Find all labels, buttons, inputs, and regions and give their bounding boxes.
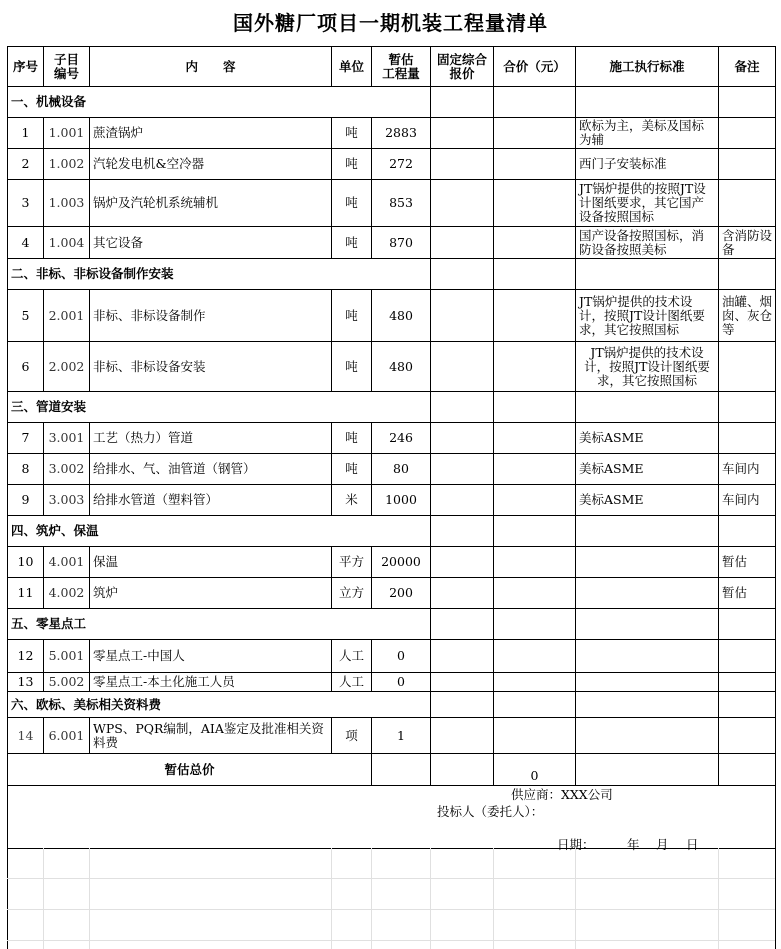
row-total[interactable] [494, 640, 576, 673]
row-fixed-price[interactable] [431, 673, 494, 692]
row-total[interactable] [494, 342, 576, 392]
row-fixed-price[interactable] [431, 149, 494, 180]
row-code[interactable]: 1.003 [44, 180, 90, 227]
table-row [8, 718, 776, 754]
row-unit[interactable]: 吨 [332, 149, 372, 180]
table-row [8, 454, 776, 485]
cell[interactable] [719, 692, 776, 718]
header-est-qty[interactable]: 暂估 工程量 [372, 47, 431, 87]
grid-line [7, 940, 775, 941]
header-fixed-price[interactable]: 固定综合 报价 [431, 47, 494, 87]
row-code[interactable]: 2.001 [44, 290, 90, 342]
row-code[interactable]: 1.004 [44, 227, 90, 259]
grid-line [331, 848, 332, 949]
row-code[interactable]: 4.002 [44, 578, 90, 609]
row-standard[interactable]: 国产设备按照国标，消防设备按照美标 [576, 227, 719, 259]
cell[interactable] [494, 692, 576, 718]
cell[interactable] [576, 259, 719, 290]
row-remark[interactable]: 暂估 [719, 547, 776, 578]
row-total[interactable] [494, 180, 576, 227]
row-unit[interactable]: 吨 [332, 227, 372, 259]
row-qty[interactable]: 80 [372, 454, 431, 485]
cell[interactable] [494, 609, 576, 640]
row-qty[interactable]: 1 [372, 718, 431, 754]
row-fixed-price[interactable] [431, 342, 494, 392]
cell[interactable] [576, 392, 719, 423]
row-standard[interactable]: 欧标为主，美标及国标为辅 [576, 118, 719, 149]
row-standard[interactable] [576, 640, 719, 673]
grid-line [371, 848, 372, 949]
row-remark[interactable] [719, 718, 776, 754]
cell[interactable] [431, 87, 494, 118]
row-fixed-price[interactable] [431, 578, 494, 609]
row-fixed-price[interactable] [431, 423, 494, 454]
section-row [8, 392, 776, 423]
cell[interactable] [576, 692, 719, 718]
row-qty[interactable]: 1000 [372, 485, 431, 516]
row-remark[interactable]: 车间内 [719, 454, 776, 485]
cell[interactable] [431, 259, 494, 290]
cell[interactable] [431, 392, 494, 423]
row-seq[interactable]: 13 [8, 673, 44, 692]
section-3-title[interactable]: 三、管道安装 [8, 392, 431, 423]
row-content[interactable]: 给排水、气、油管道（钢管） [90, 454, 332, 485]
total-label[interactable]: 暂估总价 [8, 754, 372, 786]
row-qty[interactable]: 20000 [372, 547, 431, 578]
row-standard[interactable] [576, 578, 719, 609]
row-seq[interactable]: 4 [8, 227, 44, 259]
row-qty[interactable]: 246 [372, 423, 431, 454]
header-content[interactable]: 内 容 [90, 47, 332, 87]
row-code[interactable]: 4.001 [44, 547, 90, 578]
cell[interactable] [719, 259, 776, 290]
cell[interactable] [719, 754, 776, 786]
section-2-title[interactable]: 二、非标、非标设备制作安装 [8, 259, 431, 290]
row-seq[interactable]: 10 [8, 547, 44, 578]
row-code[interactable]: 3.001 [44, 423, 90, 454]
table-row [8, 423, 776, 454]
section-row [8, 87, 776, 118]
section-row [8, 516, 776, 547]
sheet-right-border [775, 783, 776, 949]
row-code[interactable]: 6.001 [44, 718, 90, 754]
row-code[interactable]: 3.002 [44, 454, 90, 485]
header-sub-code[interactable]: 子目 编号 [44, 47, 90, 87]
row-remark[interactable]: 油罐、烟囱、灰仓等 [719, 290, 776, 342]
empty-cell-grid[interactable] [7, 848, 775, 949]
row-remark[interactable] [719, 423, 776, 454]
row-content[interactable]: 蔗渣锅炉 [90, 118, 332, 149]
cell[interactable] [494, 392, 576, 423]
row-qty[interactable]: 2883 [372, 118, 431, 149]
cell[interactable] [719, 392, 776, 423]
row-total[interactable] [494, 547, 576, 578]
row-unit[interactable]: 米 [332, 485, 372, 516]
section-4-title[interactable]: 四、筑炉、保温 [8, 516, 431, 547]
row-seq[interactable]: 1 [8, 118, 44, 149]
bidder-label: 投标人（委托人）： [437, 804, 544, 819]
cell[interactable] [576, 87, 719, 118]
row-seq[interactable]: 14 [8, 718, 44, 754]
row-unit[interactable]: 吨 [332, 290, 372, 342]
row-qty[interactable]: 480 [372, 290, 431, 342]
row-seq[interactable]: 8 [8, 454, 44, 485]
cell[interactable] [719, 609, 776, 640]
cell[interactable] [431, 692, 494, 718]
row-remark[interactable] [719, 640, 776, 673]
row-seq[interactable]: 3 [8, 180, 44, 227]
row-content[interactable]: 零星点工-本土化施工人员 [90, 673, 332, 692]
total-row [8, 754, 776, 786]
table-row [8, 342, 776, 392]
table-row [8, 149, 776, 180]
row-content[interactable]: 筑炉 [90, 578, 332, 609]
row-qty[interactable]: 0 [372, 640, 431, 673]
cell[interactable] [431, 516, 494, 547]
table-row [8, 673, 776, 692]
row-fixed-price[interactable] [431, 640, 494, 673]
grid-line [7, 878, 775, 879]
row-unit[interactable]: 吨 [332, 180, 372, 227]
row-total[interactable] [494, 118, 576, 149]
row-remark[interactable] [719, 342, 776, 392]
row-content[interactable]: 锅炉及汽轮机系统辅机 [90, 180, 332, 227]
row-fixed-price[interactable] [431, 118, 494, 149]
cell[interactable] [576, 609, 719, 640]
row-standard[interactable]: 美标ASME [576, 423, 719, 454]
grid-line [7, 909, 775, 910]
section-1-title[interactable]: 一、机械设备 [8, 87, 431, 118]
row-remark[interactable] [719, 149, 776, 180]
row-standard[interactable]: 美标ASME [576, 485, 719, 516]
row-qty[interactable]: 272 [372, 149, 431, 180]
header-standard[interactable]: 施工执行标准 [576, 47, 719, 87]
row-qty[interactable]: 480 [372, 342, 431, 392]
table-row [8, 578, 776, 609]
cell[interactable] [576, 516, 719, 547]
row-qty[interactable]: 870 [372, 227, 431, 259]
row-fixed-price[interactable] [431, 547, 494, 578]
row-content[interactable]: 零星点工-中国人 [90, 640, 332, 673]
row-remark[interactable]: 暂估 [719, 578, 776, 609]
grid-line [718, 848, 719, 949]
row-code[interactable]: 1.001 [44, 118, 90, 149]
grid-line [575, 848, 576, 949]
quantity-table [7, 46, 776, 786]
row-standard[interactable]: JT锅炉提供的技术设计，按照JT设计图纸要求，其它按照国标 [576, 342, 719, 392]
row-seq[interactable]: 2 [8, 149, 44, 180]
row-content[interactable]: 其它设备 [90, 227, 332, 259]
row-standard[interactable]: 美标ASME [576, 454, 719, 485]
date-year: 年 [627, 837, 640, 852]
row-qty[interactable]: 853 [372, 180, 431, 227]
row-qty[interactable]: 200 [372, 578, 431, 609]
table-row [8, 290, 776, 342]
row-standard[interactable]: 西门子安装标准 [576, 149, 719, 180]
row-qty[interactable]: 0 [372, 673, 431, 692]
row-unit[interactable]: 吨 [332, 454, 372, 485]
cell[interactable] [719, 87, 776, 118]
cell[interactable] [372, 754, 431, 786]
row-unit[interactable]: 吨 [332, 118, 372, 149]
row-unit[interactable]: 人工 [332, 673, 372, 692]
section-row [8, 259, 776, 290]
row-seq[interactable]: 12 [8, 640, 44, 673]
cell[interactable] [719, 516, 776, 547]
row-fixed-price[interactable] [431, 454, 494, 485]
table-row [8, 485, 776, 516]
row-total[interactable] [494, 149, 576, 180]
row-seq[interactable]: 7 [8, 423, 44, 454]
row-seq[interactable]: 9 [8, 485, 44, 516]
cell[interactable] [431, 754, 494, 786]
date-day: 日 [686, 837, 699, 852]
grid-line [493, 848, 494, 949]
cell[interactable] [494, 87, 576, 118]
row-unit[interactable]: 吨 [332, 423, 372, 454]
row-code[interactable]: 1.002 [44, 149, 90, 180]
row-content[interactable]: WPS、PQR编制，AIA鉴定及批准相关资料费 [90, 718, 332, 754]
cell[interactable] [576, 754, 719, 786]
section-6-title[interactable]: 六、欧标、美标相关资料费 [8, 692, 431, 718]
row-unit[interactable]: 人工 [332, 640, 372, 673]
row-fixed-price[interactable] [431, 718, 494, 754]
table-row [8, 227, 776, 259]
row-total[interactable] [494, 578, 576, 609]
row-standard[interactable] [576, 718, 719, 754]
row-fixed-price[interactable] [431, 227, 494, 259]
table-row [8, 640, 776, 673]
table-row [8, 180, 776, 227]
row-content[interactable]: 非标、非标设备安装 [90, 342, 332, 392]
row-standard[interactable] [576, 547, 719, 578]
row-standard[interactable] [576, 673, 719, 692]
grid-line [43, 848, 44, 949]
row-fixed-price[interactable] [431, 485, 494, 516]
row-unit[interactable]: 平方 [332, 547, 372, 578]
row-remark[interactable]: 车间内 [719, 485, 776, 516]
header-seq[interactable]: 序号 [8, 47, 44, 87]
section-row [8, 609, 776, 640]
row-seq[interactable]: 11 [8, 578, 44, 609]
row-content[interactable]: 汽轮发电机&空冷器 [90, 149, 332, 180]
table-row [8, 118, 776, 149]
supplier-label: 供应商：XXX公司 [511, 787, 613, 802]
cell[interactable] [431, 609, 494, 640]
section-5-title[interactable]: 五、零星点工 [8, 609, 431, 640]
row-total[interactable] [494, 227, 576, 259]
row-content[interactable]: 给排水管道（塑料管） [90, 485, 332, 516]
row-remark[interactable] [719, 118, 776, 149]
row-standard[interactable]: JT锅炉提供的技术设计，按照JT设计图纸要求，其它按照国标 [576, 290, 719, 342]
row-remark[interactable] [719, 180, 776, 227]
row-content[interactable]: 保温 [90, 547, 332, 578]
row-seq[interactable]: 5 [8, 290, 44, 342]
date-label: 日期： [557, 837, 595, 852]
row-total[interactable] [494, 423, 576, 454]
row-unit[interactable]: 项 [332, 718, 372, 754]
date-month: 月 [656, 837, 669, 852]
row-total[interactable] [494, 485, 576, 516]
row-content[interactable]: 工艺（热力）管道 [90, 423, 332, 454]
row-standard[interactable]: JT锅炉提供的按照JT设计图纸要求，其它国产设备按照国标 [576, 180, 719, 227]
section-row [8, 692, 776, 718]
row-code[interactable]: 2.002 [44, 342, 90, 392]
cell[interactable] [494, 516, 576, 547]
header-row [8, 47, 776, 87]
row-total[interactable] [494, 718, 576, 754]
grid-line [89, 848, 90, 949]
total-value[interactable]: 0 [494, 754, 576, 786]
row-remark[interactable]: 含消防设备 [719, 227, 776, 259]
row-seq[interactable]: 6 [8, 342, 44, 392]
header-unit[interactable]: 单位 [332, 47, 372, 87]
row-unit[interactable]: 吨 [332, 342, 372, 392]
row-total[interactable] [494, 290, 576, 342]
table-row [8, 547, 776, 578]
row-code[interactable]: 5.002 [44, 673, 90, 692]
cell[interactable] [494, 259, 576, 290]
row-content[interactable]: 非标、非标设备制作 [90, 290, 332, 342]
sheet-title: 国外糖厂项目一期机装工程量清单 [233, 11, 548, 35]
row-fixed-price[interactable] [431, 180, 494, 227]
row-fixed-price[interactable] [431, 290, 494, 342]
row-remark[interactable] [719, 673, 776, 692]
header-remark[interactable]: 备注 [719, 47, 776, 87]
grid-line [430, 848, 431, 949]
row-unit[interactable]: 立方 [332, 578, 372, 609]
header-total[interactable]: 合价（元） [494, 47, 576, 87]
row-total[interactable] [494, 454, 576, 485]
row-code[interactable]: 5.001 [44, 640, 90, 673]
row-code[interactable]: 3.003 [44, 485, 90, 516]
row-total[interactable] [494, 673, 576, 692]
